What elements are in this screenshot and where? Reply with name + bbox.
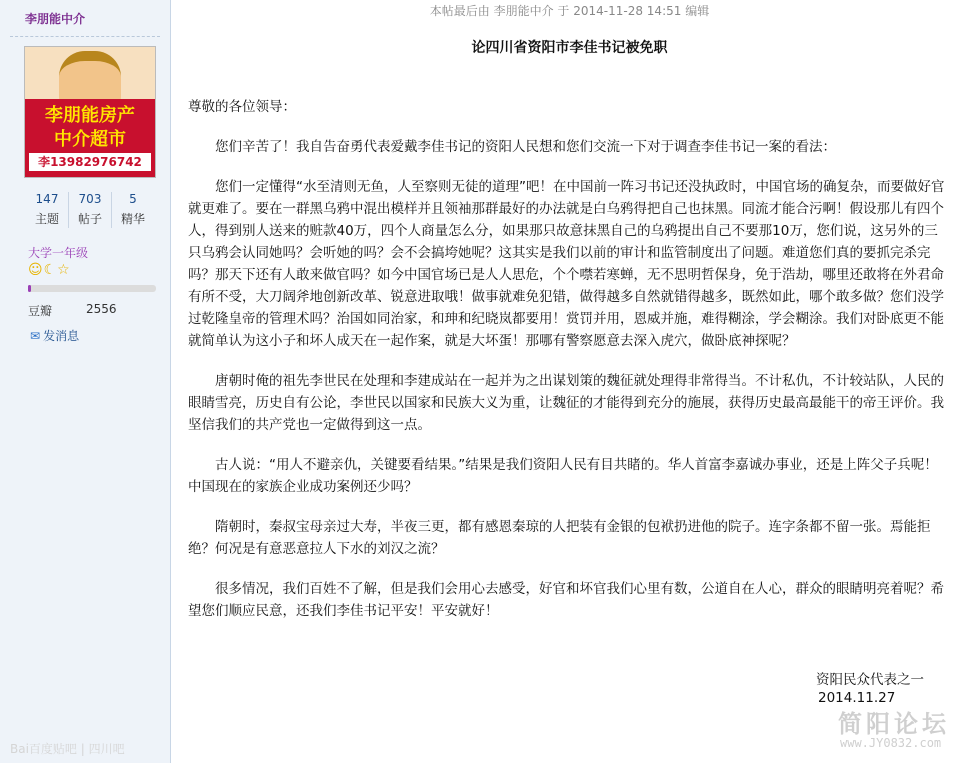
username-link[interactable]: 李朋能中介 [25, 12, 86, 26]
post-paragraph: 您们一定懂得“水至清则无鱼，人至察则无徒的道理”吧！在中国前一阵习书记还没执政时，中国官场的确复杂，而要做好官就更难了。要在一群黑乌鸦中混出模样并且领袖那群最好的办法就是白乌鸦得把自己也抹黑。同流才能合污啊！假设那儿有四个人，得到别人送来的赃款40万，四个人商量怎么分，如果那只故意抹黑自己的乌鸦提出自己不要那10万，您们说，这另外的三只乌鸦会认同她吗？会听她的吗？会不会搞垮她呢？这其实是我们以前的审计和监管制度出了问题。难道您们真的要抓完杀完吗？那天下还有人敢来做官吗？如今中国官场已是人人思危，个个噤若寒蝉，无不思明哲保身，免于浩劫，哪里还敢将在外君命有所不受，大刀阔斧地创新改革、锐意进取哦！做事就难免犯错，做得越多自然就错得越多，既然如此，哪个敢多做？您们没学过乾隆皇帝的管理术吗？治国如同治家，和珅和纪晓岚都要用！赏罚并用，恩威并施，难得糊涂，学会糊涂。我们对卧底更不能就简单认为这小子和坏人成天在一起作案，就是大坏蛋！那哪有警察愿意去深入虎穴，做卧底神探呢？ [188, 179, 945, 349]
send-message-label: 发消息 [43, 329, 80, 343]
post-paragraph: 唐朝时俺的祖先李世民在处理和李建成站在一起并为之出谋划策的魏征就处理得非常得当。不计私仇，不计较站队，人民的眼睛雪亮，历史自有公论，李世民以国家和民族大义为重，让魏征的才能得到充分的施展，获得历史最高最能干的帝王评价。我坚信我们的共产党也一定做得到这一点。 [188, 373, 944, 433]
stat-topics[interactable] [26, 192, 69, 228]
avatar-text-line2: 中介超市 [54, 129, 126, 150]
post-body [188, 96, 948, 640]
send-message-link[interactable] [30, 327, 79, 344]
edit-note: 本帖最后由 李朋能中介 于 2014-11-28 14:51 编辑 [429, 4, 710, 18]
avatar-text-line1: 李朋能房产 [45, 105, 135, 126]
rank-progress-fill [28, 285, 31, 292]
post-title: 论四川省资阳市李佳书记被免职 [471, 40, 668, 56]
post-paragraph: 您们辛苦了！我自告奋勇代表爱戴李佳书记的资阳人民想和您们交流一下对于调查李佳书记一案的看法： [215, 139, 836, 155]
stat-digest-value: 5 [129, 192, 137, 206]
divider [10, 36, 160, 37]
stat-topics-value: 147 [35, 192, 59, 206]
stat-posts-label: 帖子 [77, 212, 102, 226]
baidu-watermark: Bai百度贴吧 | 四川吧 [10, 742, 125, 756]
credit-row [28, 302, 128, 319]
credit-value: 2556 [86, 302, 117, 316]
stat-digest[interactable] [112, 192, 154, 228]
post-paragraph: 古人说：“用人不避亲仇，关键要看结果。”结果是我们资阳人民有目共睹的。华人首富李嘉诚办事业，还是上阵父子兵呢！中国现在的家族企业成功案例还少吗？ [188, 457, 938, 495]
sun-icon: ☺ [28, 262, 44, 278]
stat-topics-label: 主题 [34, 212, 59, 226]
rank-progress-bar [28, 285, 156, 292]
avatar-phone: 李13982976742 [29, 153, 151, 171]
post-date: 2014.11.27 [818, 690, 896, 706]
post-paragraph: 隋朝时，秦叔宝母亲过大寿，半夜三更，都有感恩秦琼的人把装有金银的包袱扔进他的院子。连字条都不留一张。焉能拒绝？何况是有意恶意拉人下水的刘汉之流？ [188, 519, 931, 557]
user-rank[interactable]: 大学一年级 [28, 246, 89, 260]
post-paragraph: 很多情况，我们百姓不了解，但是我们会用心去感受，好官和坏官我们心里有数，公道自在人心，群众的眼睛明亮着呢？希望您们顺应民意，还我们李佳书记平安！平安就好！ [188, 581, 944, 619]
user-stats [26, 192, 154, 228]
stat-digest-label: 精华 [120, 212, 145, 226]
user-sidebar [0, 0, 171, 763]
credit-label: 豆瓣 [28, 304, 53, 318]
site-watermark: 简阳论坛 [838, 710, 950, 738]
url-watermark: www.JY0832.com [840, 736, 942, 750]
avatar[interactable] [24, 46, 156, 178]
mail-icon: ✉ [30, 329, 41, 343]
rank-icons [28, 262, 71, 278]
stat-posts[interactable] [69, 192, 112, 228]
moon-icon: ☾ [43, 262, 58, 278]
stat-posts-value: 703 [78, 192, 102, 206]
star-icon: ☆ [57, 262, 71, 278]
post-greeting: 尊敬的各位领导： [188, 99, 296, 115]
post-signature: 资阳民众代表之一 [816, 672, 924, 688]
